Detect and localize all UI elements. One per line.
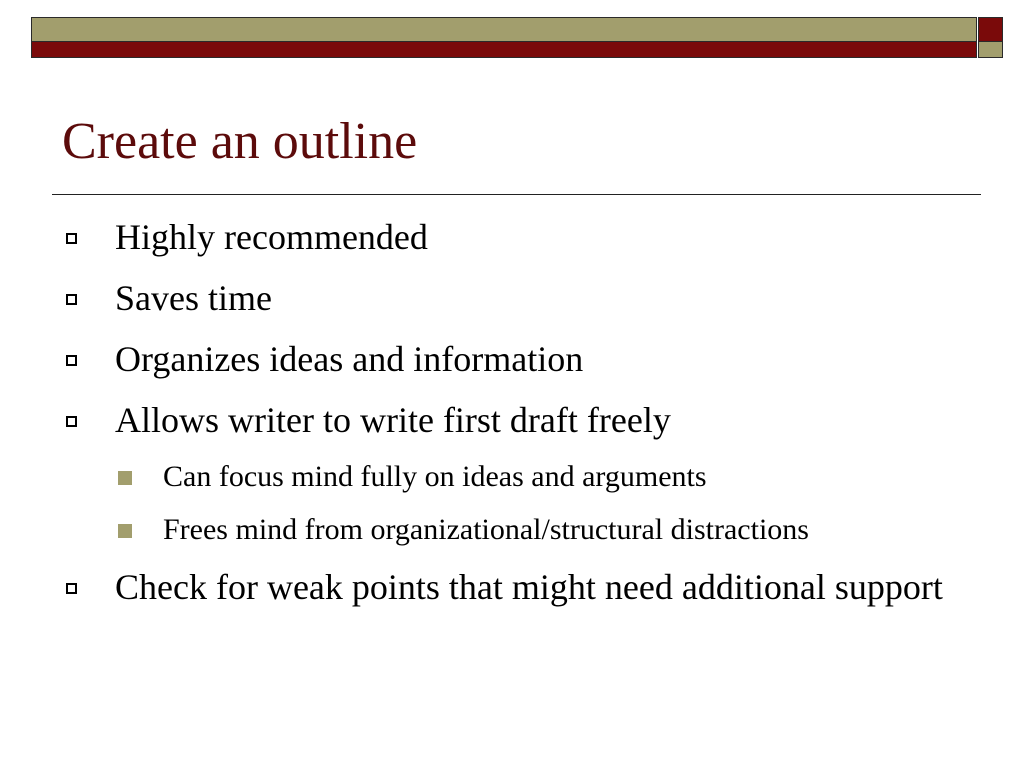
bullet-item: [62, 212, 982, 262]
hollow-square-bullet-icon: [66, 233, 77, 244]
solid-square-bullet-icon: [118, 524, 132, 538]
hollow-square-bullet-icon: [66, 416, 77, 427]
bullet-item: [62, 334, 982, 384]
bullet-text: Check for weak points that might need additional support: [115, 567, 943, 607]
bullet-item: [62, 273, 982, 323]
slide-title: Create an outline: [62, 113, 418, 170]
hollow-square-bullet-icon: [66, 355, 77, 366]
header-bar-maroon: [31, 42, 977, 58]
bullet-list: [62, 212, 982, 623]
sub-bullet-item: [62, 456, 982, 498]
hollow-square-bullet-icon: [66, 294, 77, 305]
bullet-item: [62, 562, 982, 612]
bullet-text: Allows writer to write first draft freely: [115, 400, 671, 440]
bullet-text: Saves time: [115, 278, 272, 318]
sub-bullet-text: Frees mind from organizational/structural distractions: [163, 513, 809, 546]
bullet-text: Organizes ideas and information: [115, 339, 584, 379]
title-divider: [52, 194, 981, 195]
sub-bullet-text: Can focus mind fully on ideas and arguments: [163, 460, 707, 493]
bullet-text: Highly recommended: [115, 217, 428, 257]
header-square-olive: [978, 42, 1003, 58]
header-square-maroon: [978, 17, 1003, 42]
solid-square-bullet-icon: [118, 471, 132, 485]
bullet-item: [62, 395, 982, 445]
sub-bullet-item: [62, 509, 982, 551]
header-bar-olive: [31, 17, 977, 42]
hollow-square-bullet-icon: [66, 583, 77, 594]
